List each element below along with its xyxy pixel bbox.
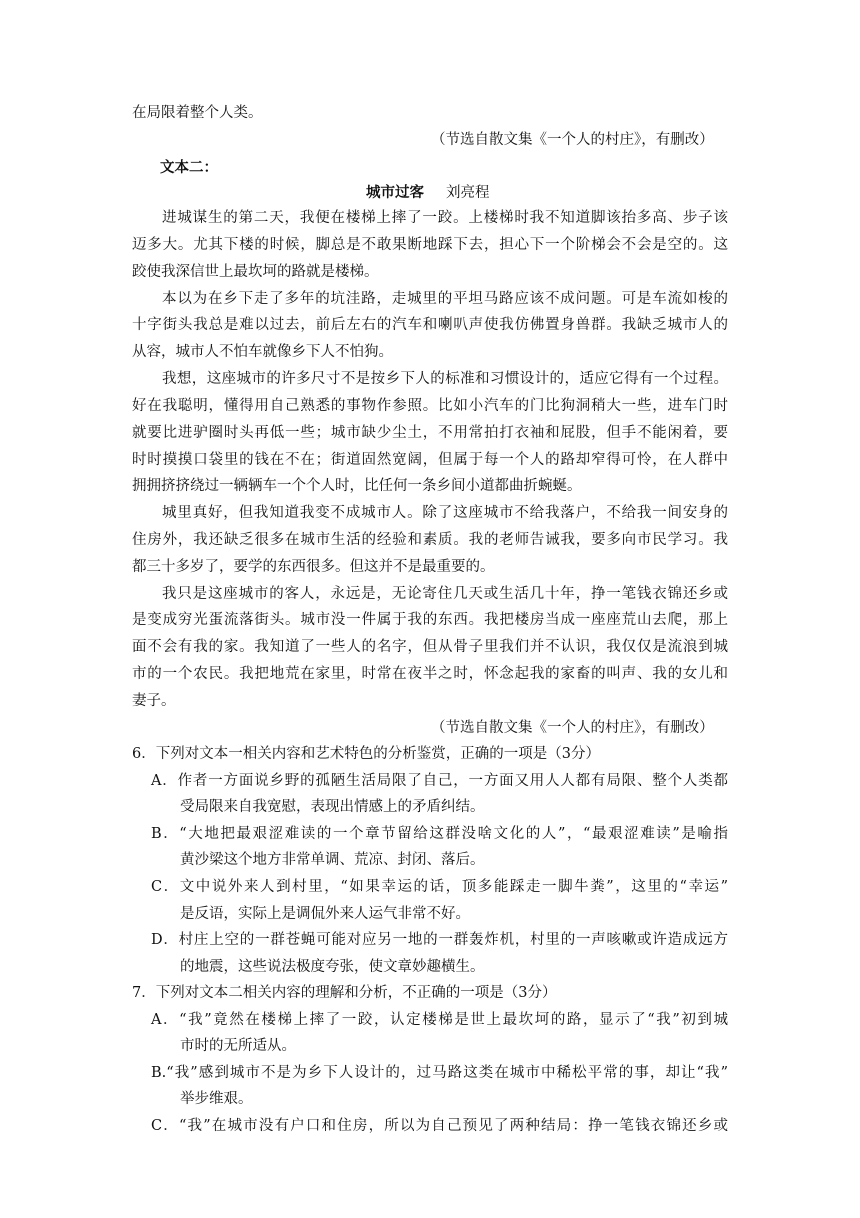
q6-stem: 6．下列对文本一相关内容和艺术特色的分析鉴赏，正确的一项是（3分） (132, 746, 600, 762)
text2-author: 刘亮程 (446, 185, 490, 201)
q7-option-b-line2: 举步维艰。 (180, 1091, 253, 1107)
text2-source-note: （节选自散文集《一个人的村庄》，有删改） (431, 720, 714, 736)
q6-option-c-line2: 是反语，实际上是调侃外来人运气非常不好。 (180, 906, 470, 922)
text2-p3-line4: 时时摸摸口袋里的钱在不在；街道固然宽阔，但属于每一个人的路却窄得可怜，在人群中 (132, 452, 728, 468)
text1-last-line: 在局限着整个人类。 (132, 105, 263, 121)
text2-title-line (366, 184, 490, 202)
q6-option-a-line2: 受局限来自我宽慰，表现出情感上的矛盾纠结。 (180, 799, 485, 815)
text2-p3-line3: 就要比进驴圈时头再低一些；城市缺少尘土，不用常拍打衣袖和屁股，但手不能闲着，要 (132, 425, 728, 441)
text2-p3-line1: 我想，这座城市的许多尺寸不是按乡下人的标准和习惯设计的，适应它得有一个过程。 (162, 371, 728, 387)
text2-p2-line2: 十字街头我总是难以过去，前后左右的汽车和喇叭声使我仿佛置身兽群。我缺乏城市人的 (132, 317, 728, 333)
q6-option-d-line1: D．村庄上空的一群苍蝇可能对应另一地的一群轰炸机，村里的一声咳嗽或许造成远方 (151, 932, 728, 948)
q7-stem: 7．下列对文本二相关内容的理解和分析，不正确的一项是（3分） (132, 985, 557, 1001)
text2-p4-line1: 城里真好，但我知道我变不成城市人。除了这座城市不给我落户，不给我一间安身的 (162, 505, 728, 521)
text2-p5-line2: 是变成穷光蛋流落街头。城市没一件属于我的东西。我把楼房当成一座座荒山去爬，那上 (132, 612, 728, 628)
text2-p5-line1: 我只是这座城市的客人，永远是，无论寄住几天或生活几十年，挣一笔钱衣锦还乡或 (162, 586, 728, 602)
text2-p5-line5: 妻子。 (132, 693, 176, 709)
text2-p3-line2: 好在我聪明，懂得用自己熟悉的事物作参照。比如小汽车的门比狗洞稍大一些，进车门时 (132, 398, 728, 414)
text2-p5-line4: 市的一个农民。我把地荒在家里，时常在夜半之时，怀念起我的家畜的叫声、我的女儿和 (132, 666, 728, 682)
q6-option-c-line1: C．文中说外来人到村里，“如果幸运的话，顶多能踩走一脚牛粪”，这里的“幸运” (151, 879, 728, 895)
text1-source-note: （节选自散文集《一个人的村庄》，有删改） (431, 132, 714, 148)
text2-title: 城市过客 (366, 184, 424, 201)
q7-option-c-line1: C．“我”在城市没有户口和住房，所以为自己预见了两种结局：挣一笔钱衣锦还乡或 (151, 1118, 728, 1134)
text2-p3-line5: 拥拥挤挤绕过一辆辆车一个个人时，比任何一条乡间小道都曲折蜿蜒。 (132, 478, 582, 494)
text2-p2-line3: 从容，城市人不怕车就像乡下人不怕狗。 (132, 344, 393, 360)
q7-option-a-line2: 市时的无所适从。 (180, 1038, 296, 1054)
q6-option-b-line1: B．“大地把最艰涩难读的一个章节留给这群没啥文化的人”，“最艰涩难读”是喻指 (151, 826, 728, 842)
text2-p5-line3: 面不会有我的家。我知道了一些人的名字，但从骨子里我们并不认识，我仅仅是流浪到城 (132, 639, 728, 655)
q6-option-a-line1: A．作者一方面说乡野的孤陋生活局限了自己，一方面又用人人都有局限、整个人类都 (151, 773, 728, 789)
text2-p1-line3: 跤使我深信世上最坎坷的路就是楼梯。 (132, 264, 379, 280)
text2-p4-line3: 都三十多岁了，要学的东西很多。但这并不是最重要的。 (132, 559, 495, 575)
text2-p4-line2: 住房外，我还缺乏很多在城市生活的经验和素质。我的老师告诫我，要多向市民学习。我 (132, 532, 728, 548)
text2-heading: 文本二： (160, 159, 218, 176)
q6-option-d-line2: 的地震，这些说法极度夸张，使文章妙趣横生。 (180, 959, 485, 975)
text2-p1-line2: 迈多大。尤其下楼的时候，脚总是不敢果断地踩下去，担心下一个阶梯会不会是空的。这 (132, 237, 728, 253)
q7-option-a-line1: A．“我”竟然在楼梯上摔了一跤，认定楼梯是世上最坎坷的路，显示了“我”初到城 (151, 1012, 728, 1028)
text2-p1-line1: 进城谋生的第二天，我便在楼梯上摔了一跤。上楼梯时我不知道脚该抬多高、步子该 (162, 210, 728, 226)
q7-option-b-line1: B.“我”感到城市不是为乡下人设计的，过马路这类在城市中稀松平常的事，却让“我” (151, 1065, 728, 1081)
q6-option-b-line2: 黄沙梁这个地方非常单调、荒凉、封闭、落后。 (180, 852, 485, 868)
text2-p2-line1: 本以为在乡下走了多年的坑洼路，走城里的平坦马路应该不成问题。可是车流如梭的 (162, 291, 728, 307)
